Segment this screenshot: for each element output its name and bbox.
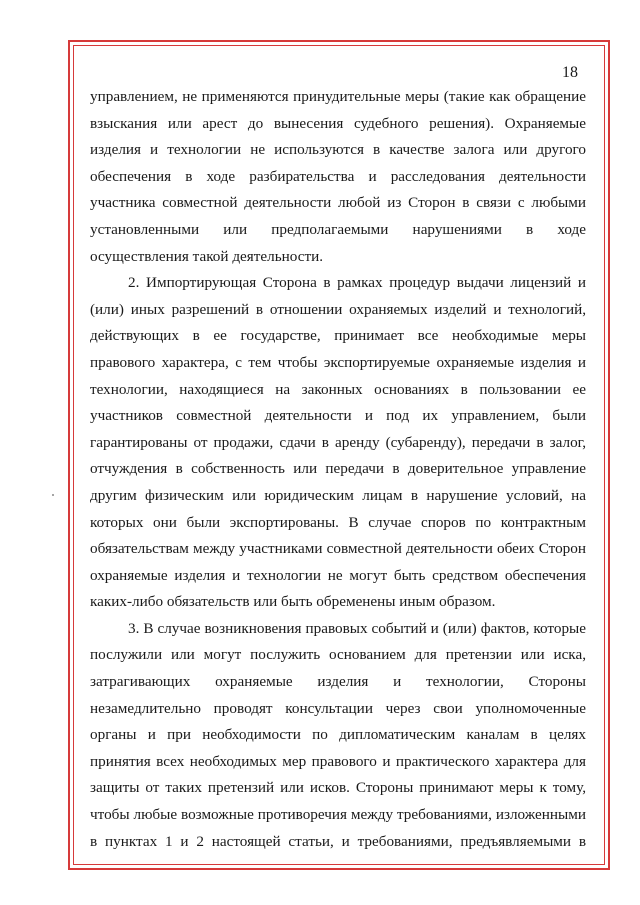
text-line: незамедлительно проводят консультации через свои уполномоченные [90,699,586,717]
text-line: обязательствам между участниками совместной деятельности обеих Сторон [90,540,586,558]
text-line: обеспечения в ходе разбирательства и расследования деятельности [90,167,586,185]
text-line: гарантированы от продажи, сдачи в аренду (субаренду), передачи в залог, [90,433,586,451]
text-line: принятия всех необходимых мер правового и практического характера для [90,752,586,770]
text-line: действующих в ее государстве, принимает все необходимые меры [90,327,586,345]
text-line: защиты от таких претензий или исков. Стороны принимают меры к тому, [90,779,586,797]
text-line: которых они были экспортированы. В случае споров по контрактным [90,513,586,531]
text-line: чтобы любые возможные противоречия между требованиями, изложенными [90,806,586,824]
text-line: 2. Импортирующая Сторона в рамках процедур выдачи лицензий и [128,274,586,292]
text-line: взыскания или арест до вынесения судебного решения). Охраняемые [90,114,586,132]
text-line: (или) иных разрешений в отношении охраняемых изделий и технологий, [90,300,586,318]
scan-speck [52,494,54,496]
page-number: 18 [562,64,578,81]
text-line: охраняемые изделия и технологии не могут быть средством обеспечения [90,566,586,584]
text-line: изделия и технологии не используются в качестве залога или другого [90,141,586,159]
text-line: каких-либо обязательств или быть обременены иным образом. [90,593,496,611]
text-line: правового характера, с тем чтобы экспортируемые охраняемые изделия и [90,353,586,371]
text-line: 3. В случае возникновения правовых событий и (или) фактов, которые [128,619,586,637]
text-line: другим физическим или юридическим лицам в нарушение условий, на [90,486,586,504]
text-line: участника совместной деятельности любой из Сторон в связи с любыми [90,194,586,212]
text-line: отчуждения в собственность или передачи в доверительное управление [90,460,586,478]
text-line: технологии, находящиеся на законных основаниях в пользовании ее [90,380,586,398]
text-line: в пунктах 1 и 2 настоящей статьи, и требованиями, предъявляемыми в [90,832,586,850]
document-body [90,84,586,855]
text-line: послужили или могут послужить основанием для претензии или иска, [90,646,586,664]
text-line: установленными или предполагаемыми нарушениями в ходе [90,220,586,238]
text-line: управлением, не применяются принудительные меры (такие как обращение [90,88,586,105]
text-line: органы и при необходимости по дипломатическим каналам в целях [90,726,586,744]
text-line: участников совместной деятельности и под их управлением, были [90,407,586,425]
text-line: осуществления такой деятельности. [90,247,324,265]
text-line: затрагивающих охраняемые изделия и технологии, Стороны [90,673,586,691]
